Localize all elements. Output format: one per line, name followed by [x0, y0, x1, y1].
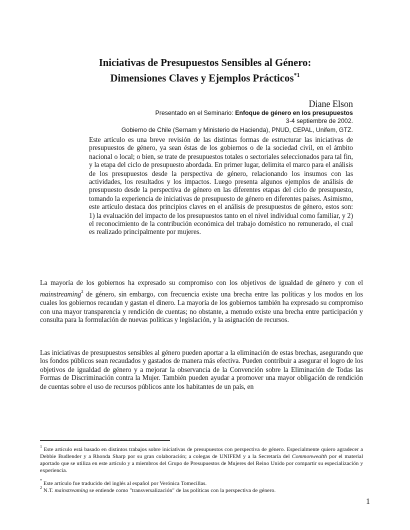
footnote-2-text: Este artículo fue traducido del inglés al español por Verónica Tomecillas. — [42, 480, 207, 487]
paragraph-1-italic-term: mainstreaming — [40, 291, 82, 299]
abstract: Este artículo es una breve revisión de las distintas formas de estructurar las iniciativas de presupuestos de género, ya sean éstas de los gobiernos o de la sociedad civil, en el ámbito nacional o local; o bien, se trate de presupuestos totales o sectoriales seleccionados para tal fin, y la etapa del ciclo de presupuesto abordada. En primer lugar, delimita el marco para el análisis de los presupuestos desde la perspectiva de género, relacionando los insumos con las actividades, los resultados y los impactos. Luego presenta algunos ejemplos de análisis de presupuesto desde la perspectiva de género en las diferentes etapas del ciclo de presupuesto, tomando la experiencia de iniciativas de presupuesto de género en diferentes países. Asimismo, este artículo destaca dos principios claves en el análisis de presupuestos de género, estos son: 1) la evaluación del impacto de los presupuestos tanto en el nivel individual como familiar, y 2) el reconocimiento de la contribución económica del trabajo doméstico no remunerado, el cual es realizado principalmente por mujeres. — [89, 137, 353, 237]
paragraph-1-start: La mayoría de los gobiernos ha expresado su compromiso con los objetivos de igualdad de género y con el — [40, 280, 363, 287]
body-paragraph-2: Las iniciativas de presupuestos sensibles al género pueden aportar a la eliminación de estas brechas, asegurando que los fondos públicos sean recaudados y gastados de manera más efectiva. Pueden contribuir a asegurar el logro de los objetivos de igualdad de género y a mejorar la observancia de la Convención sobre la Eliminación de Todas las Formas de Discriminación contra la Mujer. También pueden ayudar a promover una mayor obligación de rendición de cuentas sobre el uso de recursos públicos ante los habitantes de un país, en — [40, 350, 363, 391]
presentation-line-2: 3-4 septiembre de 2002. — [285, 118, 353, 126]
footnote-1 — [40, 444, 363, 474]
presentation-line-1 — [23, 110, 353, 118]
footnote-divider — [40, 440, 170, 441]
paper-title — [40, 57, 370, 85]
footnote-3-mark: 2 — [40, 485, 42, 490]
footnote-3 — [40, 485, 363, 495]
title-line-2 — [40, 70, 370, 85]
footnote-1-start: Este artículo está basado en distintos trabajos sobre iniciativas de presupuestos con perspectiva de género. Especialmente quiero agradecer a Debbie Budlender y a Rhonda Sharp por su gran colaboración; a colegas de UNIFEM y a la Secretaría del — [40, 446, 363, 460]
footnote-1-end: por el material aportado que se utiliza en este artículo y a miembros del Grupo de Presupuestos de Mujeres del Reino Unido por compartir su especialización y experiencia. — [40, 453, 363, 474]
presentation-line-3: Gobierno de Chile (Sernam y Ministerio de Hacienda), PNUD, CEPAL, Unifem, GTZ. — [121, 126, 353, 134]
presentation-prefix: Presentado en el Seminario: — [155, 110, 236, 117]
body-paragraph-1 — [40, 280, 363, 325]
author-name: Diane Elson — [308, 99, 353, 109]
footnote-3-italic: mainstreaming — [54, 487, 88, 494]
footnote-3-end: se entiende como "transversalización" de las políticas con la perspectiva de género. — [88, 487, 276, 494]
presentation-info — [23, 110, 353, 135]
page-number: 1 — [366, 497, 370, 506]
footnote-2-mark: * — [40, 478, 42, 483]
paragraph-1-footnote-mark: 2 — [81, 289, 84, 295]
paragraph-1-end: de género, sin embargo, con frecuencia existe una brecha entre las políticas y los modos en los cuales los gobiernos recaudan y gastan el dinero. La mayoría de los gobiernos también ha expresado su compromiso con una mayor transparencia y rendición de cuentas; no obstante, a menudo existe una brecha entre participación y consulta para la formulación de nuevas políticas y legislación, y la asignación de recursos. — [40, 291, 363, 324]
seminar-name: Enfoque de género en los presupuestos — [235, 110, 353, 117]
title-footnote-mark: *1 — [293, 73, 300, 79]
title-line-1: Iniciativas de Presupuestos Sensibles al Género: — [98, 58, 312, 69]
title-line-2-text: Dimensiones Claves y Ejemplos Prácticos — [110, 73, 294, 85]
footnote-1-mark: 1 — [40, 444, 42, 449]
footnote-3-start: N.T. — [42, 487, 55, 494]
footnote-1-italic: Commonwealth — [291, 453, 327, 460]
